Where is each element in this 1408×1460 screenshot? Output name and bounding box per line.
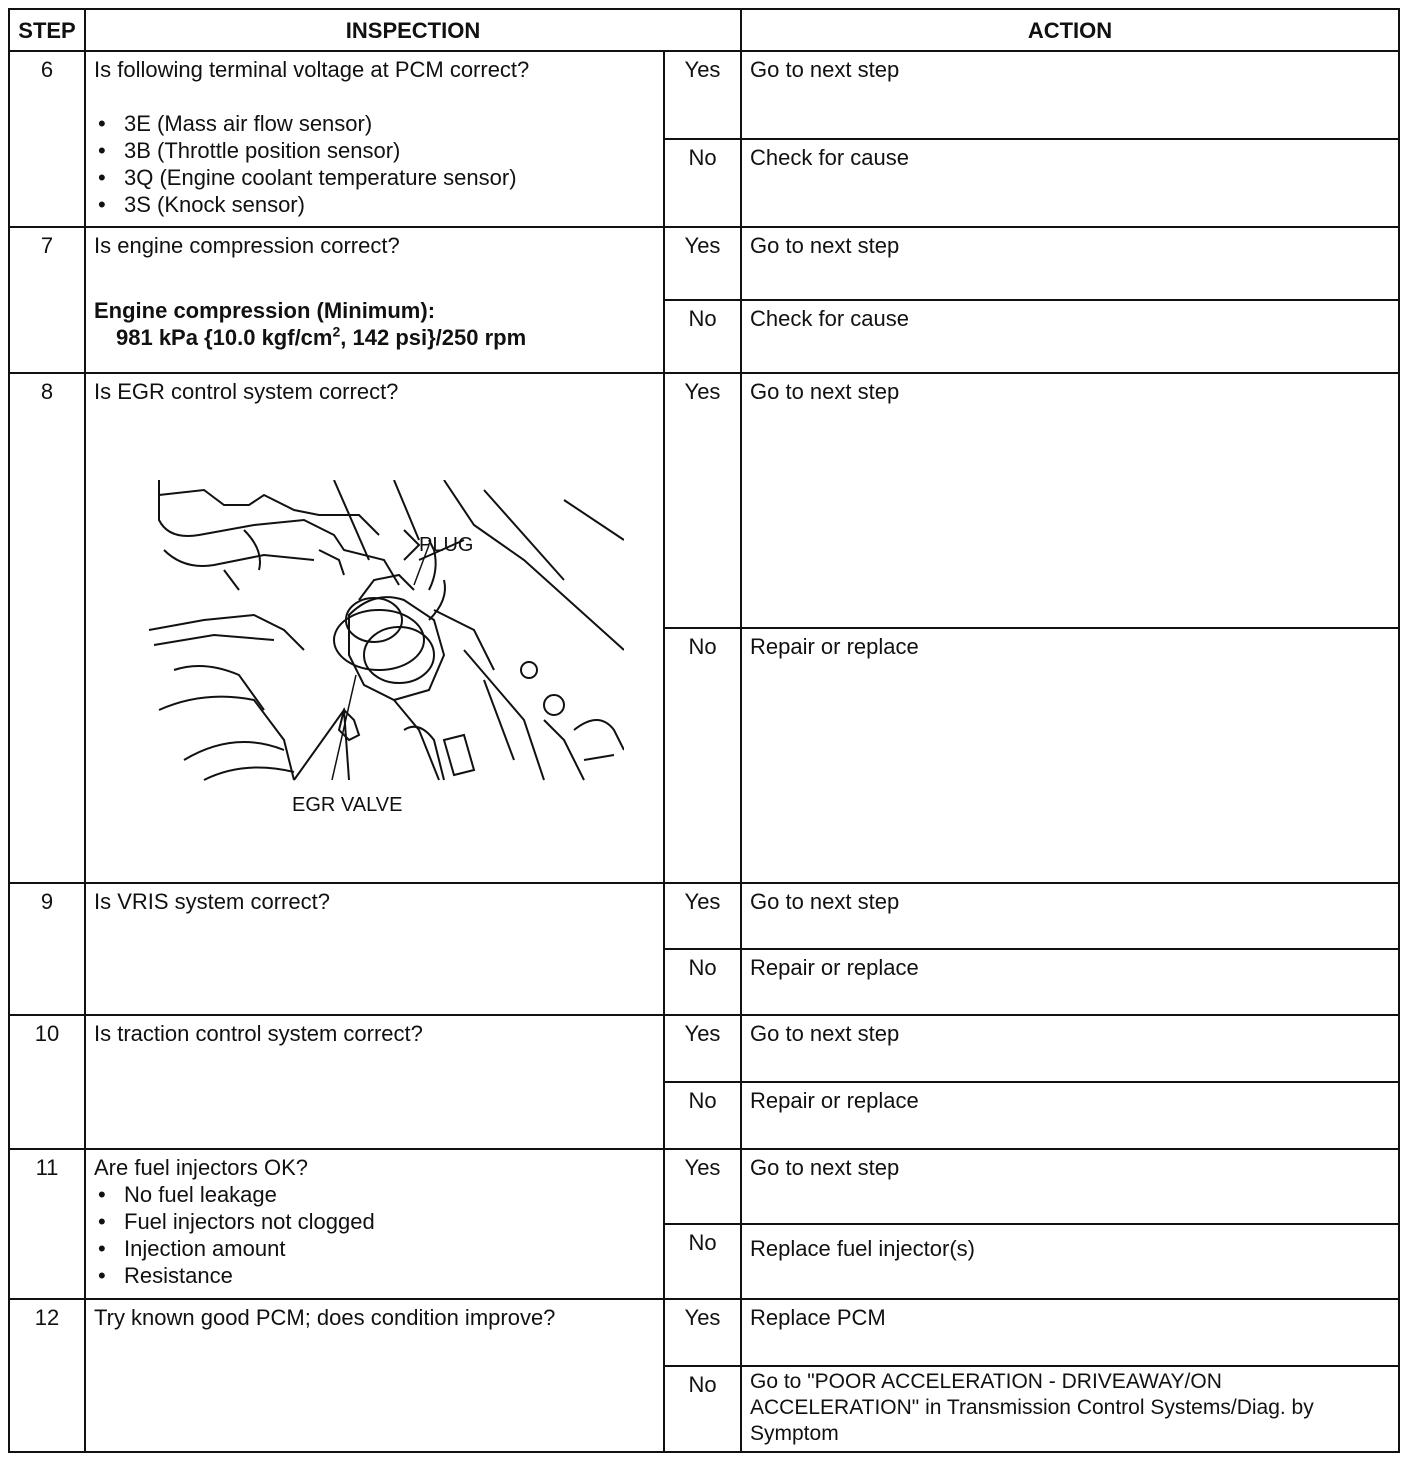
yes-action: Go to next step: [741, 1015, 1399, 1082]
table-row: [9, 1299, 1399, 1366]
table-row: [9, 1015, 1399, 1082]
inspection-cell: [85, 373, 664, 883]
no-label: No: [664, 300, 741, 373]
inspection-cell: [85, 227, 664, 373]
step-number: 8: [9, 373, 85, 883]
table-row: [9, 51, 1399, 139]
inspection-question: Is VRIS system correct?: [85, 883, 664, 1015]
step-number: 10: [9, 1015, 85, 1149]
inspection-cell: [85, 51, 664, 227]
yes-label: Yes: [664, 51, 741, 139]
yes-action: Go to next step: [741, 1149, 1399, 1224]
inspection-question: Is engine compression correct?: [94, 233, 400, 258]
yes-label: Yes: [664, 227, 741, 300]
yes-action: Replace PCM: [741, 1299, 1399, 1366]
yes-label: Yes: [664, 1299, 741, 1366]
list-item: • 3E (Mass air flow sensor): [94, 110, 655, 137]
action-header: ACTION: [741, 9, 1399, 51]
diagnostic-table: [8, 8, 1400, 1453]
yes-action: Go to next step: [741, 227, 1399, 300]
no-label: No: [664, 139, 741, 227]
no-label: No: [664, 628, 741, 883]
no-label: No: [664, 949, 741, 1015]
no-action: Repair or replace: [741, 1082, 1399, 1149]
step-header: STEP: [9, 9, 85, 51]
inspection-cell: [85, 1149, 664, 1299]
spec-block: [94, 297, 655, 351]
step-number: 12: [9, 1299, 85, 1452]
no-label: No: [664, 1082, 741, 1149]
list-item: • Injection amount: [94, 1235, 655, 1262]
inspection-question: Is traction control system correct?: [85, 1015, 664, 1149]
yes-action: Go to next step: [741, 373, 1399, 628]
engine-illustration: [144, 480, 624, 790]
bullet-list: [94, 110, 655, 218]
spec-value-rest: , 142 psi}/250 rpm: [340, 325, 527, 350]
list-item: • No fuel leakage: [94, 1181, 655, 1208]
spec-value: [94, 324, 655, 351]
step-number: 9: [9, 883, 85, 1015]
no-action: Go to "POOR ACCELERATION - DRIVEAWAY/ON ACCELERATION" in Transmission Control Systems/Diag. by Symptom: [741, 1366, 1399, 1452]
no-action: Repair or replace: [741, 628, 1399, 883]
spec-label: Engine compression (Minimum):: [94, 298, 436, 323]
list-item: • Fuel injectors not clogged: [94, 1208, 655, 1235]
yes-action: Go to next step: [741, 883, 1399, 949]
no-label: No: [664, 1366, 741, 1452]
list-item: • 3S (Knock sensor): [94, 191, 655, 218]
yes-label: Yes: [664, 883, 741, 949]
table-row: [9, 883, 1399, 949]
list-item: • 3B (Throttle position sensor): [94, 137, 655, 164]
bullet-list: [94, 1181, 655, 1289]
header-row: [9, 9, 1399, 51]
inspection-question: Is EGR control system correct?: [94, 379, 399, 404]
yes-label: Yes: [664, 1149, 741, 1224]
table-row: [9, 1149, 1399, 1224]
no-action: Repair or replace: [741, 949, 1399, 1015]
table-row: [9, 373, 1399, 628]
yes-label: Yes: [664, 1015, 741, 1082]
no-action: Replace fuel injector(s): [741, 1224, 1399, 1299]
inspection-question: Are fuel injectors OK?: [94, 1155, 308, 1180]
spec-superscript: 2: [332, 323, 341, 340]
no-action: Check for cause: [741, 139, 1399, 227]
list-item: • Resistance: [94, 1262, 655, 1289]
yes-label: Yes: [664, 373, 741, 628]
table-row: [9, 227, 1399, 300]
inspection-question: Is following terminal voltage at PCM correct?: [94, 57, 530, 82]
plug-label: PLUG: [419, 534, 474, 556]
egr-valve-figure: [144, 480, 624, 830]
spec-value-main: 981 kPa {10.0 kgf/cm: [116, 325, 333, 350]
step-number: 6: [9, 51, 85, 227]
inspection-question: Try known good PCM; does condition improve?: [85, 1299, 664, 1452]
egr-valve-label: EGR VALVE: [292, 794, 403, 816]
inspection-header: INSPECTION: [85, 9, 741, 51]
no-label: No: [664, 1224, 741, 1299]
no-action: Check for cause: [741, 300, 1399, 373]
list-item: • 3Q (Engine coolant temperature sensor): [94, 164, 655, 191]
step-number: 11: [9, 1149, 85, 1299]
step-number: 7: [9, 227, 85, 373]
yes-action: Go to next step: [741, 51, 1399, 139]
